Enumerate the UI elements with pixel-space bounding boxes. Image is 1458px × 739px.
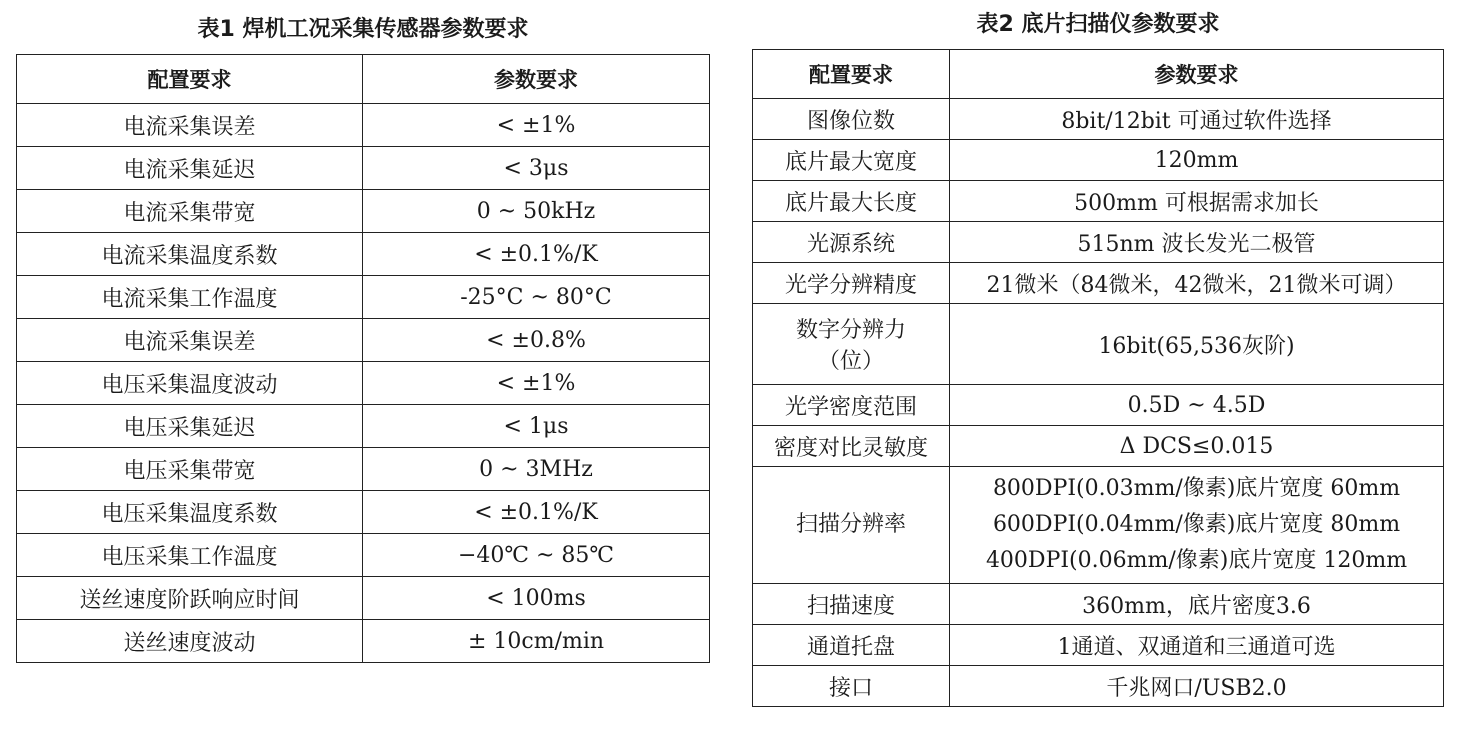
- param-cell-line: 400DPI(0.06mm/像素)底片宽度 120mm: [985, 548, 1408, 573]
- config-cell: 通道托盘: [753, 625, 950, 666]
- table-header-row: [17, 55, 710, 104]
- table-row: [753, 467, 1444, 584]
- config-cell: 电流采集带宽: [17, 190, 363, 233]
- param-cell-line: 600DPI(0.04mm/像素)底片宽度 80mm: [992, 512, 1401, 537]
- config-cell: 送丝速度波动: [17, 620, 363, 663]
- table-header-row: [753, 50, 1444, 99]
- config-cell: 光学密度范围: [753, 385, 950, 426]
- config-cell: 底片最大宽度: [753, 140, 950, 181]
- config-cell: 电压采集温度系数: [17, 491, 363, 534]
- config-cell-digital-resolution: [753, 304, 950, 385]
- table-row: [17, 491, 710, 534]
- param-cell: < ±0.8%: [363, 319, 710, 362]
- welder-sensor-spec-table: [16, 54, 710, 663]
- param-cell: ± 10cm/min: [363, 620, 710, 663]
- param-cell: < ±0.1%/K: [363, 233, 710, 276]
- config-cell: 扫描速度: [753, 584, 950, 625]
- table-row: [17, 448, 710, 491]
- config-cell: 电流采集误差: [17, 104, 363, 147]
- table-row: [753, 426, 1444, 467]
- table-row: [753, 625, 1444, 666]
- header-param: 参数要求: [950, 50, 1444, 99]
- table-row: [753, 385, 1444, 426]
- header-param: 参数要求: [363, 55, 710, 104]
- config-cell: 扫描分辨率: [753, 467, 950, 584]
- param-cell: 21微米（84微米，42微米，21微米可调）: [950, 263, 1444, 304]
- param-cell: Δ DCS≤0.015: [950, 426, 1444, 467]
- table-row: [17, 405, 710, 448]
- table-row: [17, 362, 710, 405]
- param-cell: < ±1%: [363, 104, 710, 147]
- param-cell: −40℃ ~ 85℃: [363, 534, 710, 577]
- config-cell: 图像位数: [753, 99, 950, 140]
- param-cell-scan-resolution: [950, 467, 1444, 584]
- header-config: 配置要求: [17, 55, 363, 104]
- config-cell: 电流采集温度系数: [17, 233, 363, 276]
- table1-caption: 表1 焊机工况采集传感器参数要求: [197, 17, 529, 42]
- param-cell: 16bit(65,536灰阶): [950, 304, 1444, 385]
- param-cell: -25°C ~ 80°C: [363, 276, 710, 319]
- config-cell: 电压采集工作温度: [17, 534, 363, 577]
- table-row: [753, 140, 1444, 181]
- param-cell: 0 ~ 3MHz: [363, 448, 710, 491]
- config-cell: 电流采集误差: [17, 319, 363, 362]
- table-row: [753, 666, 1444, 707]
- table-row: [17, 577, 710, 620]
- param-cell: 千兆网口/USB2.0: [950, 666, 1444, 707]
- config-cell: 底片最大长度: [753, 181, 950, 222]
- table-row: [753, 584, 1444, 625]
- table-row: [753, 99, 1444, 140]
- param-cell: 360mm，底片密度3.6: [950, 584, 1444, 625]
- config-cell: 电流采集延迟: [17, 147, 363, 190]
- param-cell: < ±0.1%/K: [363, 491, 710, 534]
- param-cell: < 3μs: [363, 147, 710, 190]
- param-cell: 120mm: [950, 140, 1444, 181]
- header-config: 配置要求: [753, 50, 950, 99]
- param-cell: 500mm 可根据需求加长: [950, 181, 1444, 222]
- config-cell: 光源系统: [753, 222, 950, 263]
- table2-caption: 表2 底片扫描仪参数要求: [976, 12, 1220, 37]
- table-row: [753, 263, 1444, 304]
- table-row: [17, 319, 710, 362]
- table-row: [17, 620, 710, 663]
- config-cell: 光学分辨精度: [753, 263, 950, 304]
- film-scanner-spec-table: [752, 49, 1444, 707]
- table-row: [17, 276, 710, 319]
- table-row: [753, 181, 1444, 222]
- table-row: [753, 222, 1444, 263]
- table-row: [17, 104, 710, 147]
- param-cell: 1通道、双通道和三通道可选: [950, 625, 1444, 666]
- config-cell: 接口: [753, 666, 950, 707]
- param-cell: 515nm 波长发光二极管: [950, 222, 1444, 263]
- config-cell: 电压采集温度波动: [17, 362, 363, 405]
- table-row: [17, 190, 710, 233]
- param-cell: 8bit/12bit 可通过软件选择: [950, 99, 1444, 140]
- table-row: [17, 233, 710, 276]
- table-row: [753, 304, 1444, 385]
- param-cell: < ±1%: [363, 362, 710, 405]
- table-row: [17, 147, 710, 190]
- config-cell: 电压采集带宽: [17, 448, 363, 491]
- param-cell: < 100ms: [363, 577, 710, 620]
- config-cell-line: （位）: [817, 349, 884, 374]
- table-row: [17, 534, 710, 577]
- param-cell: 0.5D ~ 4.5D: [950, 385, 1444, 426]
- config-cell: 电流采集工作温度: [17, 276, 363, 319]
- param-cell-line: 800DPI(0.03mm/像素)底片宽度 60mm: [992, 476, 1401, 501]
- config-cell-line: 数字分辨力: [795, 318, 906, 343]
- config-cell: 密度对比灵敏度: [753, 426, 950, 467]
- param-cell: 0 ~ 50kHz: [363, 190, 710, 233]
- config-cell: 电压采集延迟: [17, 405, 363, 448]
- config-cell: 送丝速度阶跃响应时间: [17, 577, 363, 620]
- param-cell: < 1μs: [363, 405, 710, 448]
